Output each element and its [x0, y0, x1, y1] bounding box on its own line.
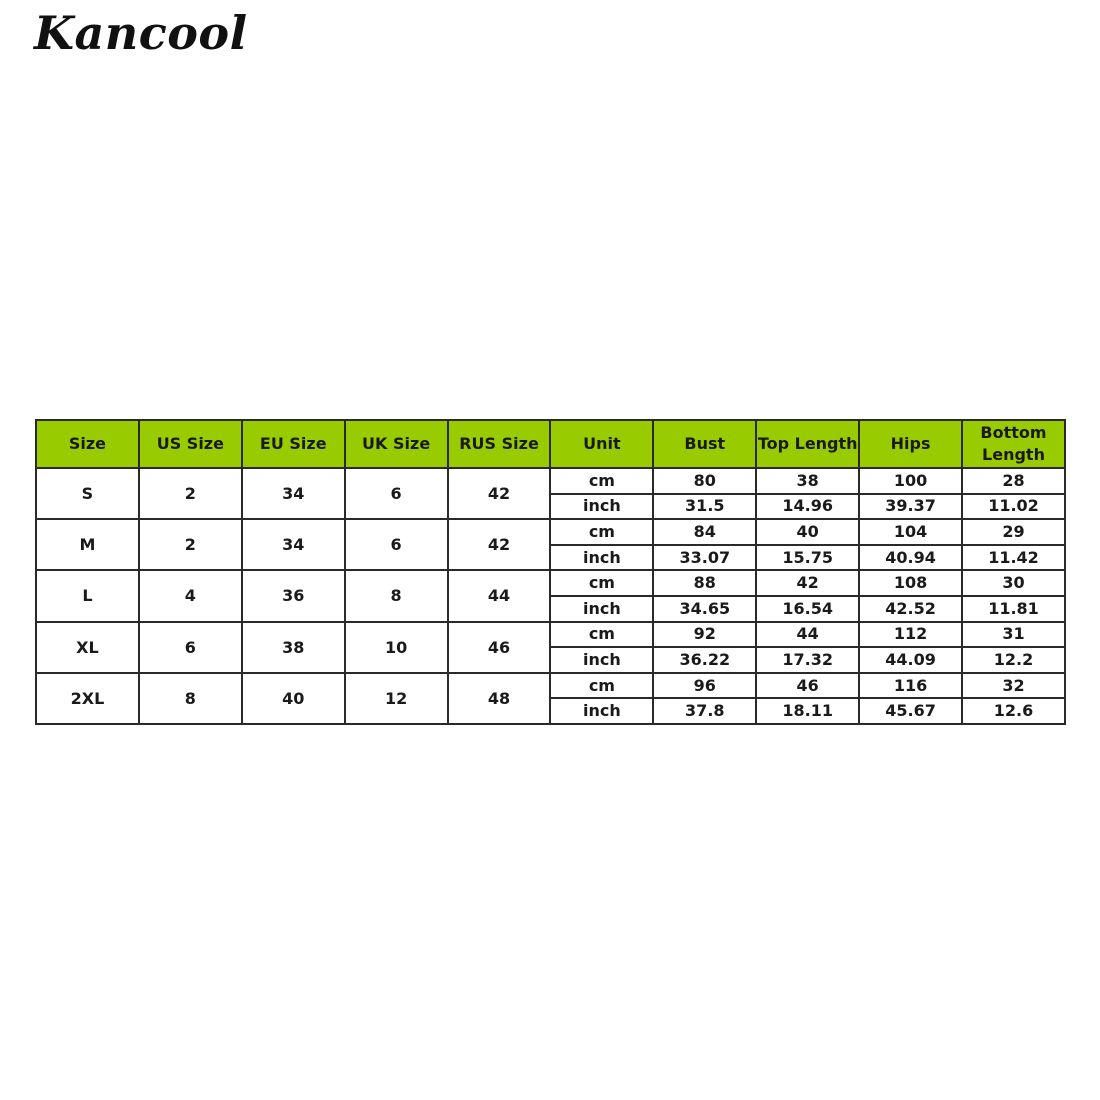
inch-top-length-cell: 15.75 [756, 545, 859, 571]
header-top-length: Top Length [756, 420, 859, 468]
cm-top-length-cell: 44 [756, 622, 859, 648]
us-size-cell: 4 [139, 570, 242, 621]
eu-size-cell: 40 [242, 673, 345, 724]
cm-bust-cell: 92 [653, 622, 756, 648]
inch-top-length-cell: 16.54 [756, 596, 859, 622]
cm-hips-cell: 104 [859, 519, 962, 545]
us-size-cell: 6 [139, 622, 242, 673]
us-size-cell: 2 [139, 468, 242, 519]
header-eu-size: EU Size [242, 420, 345, 468]
table-row [36, 622, 1065, 648]
size-cell: 2XL [36, 673, 139, 724]
inch-hips-cell: 45.67 [859, 698, 962, 724]
cm-bust-cell: 88 [653, 570, 756, 596]
cm-unit-cell: cm [550, 570, 653, 596]
cm-hips-cell: 116 [859, 673, 962, 699]
cm-unit-cell: cm [550, 622, 653, 648]
header-hips: Hips [859, 420, 962, 468]
header-unit: Unit [550, 420, 653, 468]
size-cell: M [36, 519, 139, 570]
cm-bust-cell: 84 [653, 519, 756, 545]
uk-size-cell: 8 [345, 570, 448, 621]
cm-bust-cell: 80 [653, 468, 756, 494]
inch-unit-cell: inch [550, 494, 653, 520]
size-cell: L [36, 570, 139, 621]
cm-hips-cell: 112 [859, 622, 962, 648]
uk-size-cell: 12 [345, 673, 448, 724]
header-bottom-length-label: Bottom Length [980, 423, 1047, 464]
header-uk-size: UK Size [345, 420, 448, 468]
cm-bust-cell: 96 [653, 673, 756, 699]
inch-hips-cell: 42.52 [859, 596, 962, 622]
us-size-cell: 2 [139, 519, 242, 570]
inch-hips-cell: 44.09 [859, 647, 962, 673]
rus-size-cell: 48 [448, 673, 551, 724]
inch-top-length-cell: 18.11 [756, 698, 859, 724]
inch-unit-cell: inch [550, 596, 653, 622]
inch-bottom-length-cell: 11.42 [962, 545, 1065, 571]
rus-size-cell: 44 [448, 570, 551, 621]
us-size-cell: 8 [139, 673, 242, 724]
inch-top-length-cell: 17.32 [756, 647, 859, 673]
cm-bottom-length-cell: 29 [962, 519, 1065, 545]
cm-unit-cell: cm [550, 468, 653, 494]
table-row [36, 673, 1065, 699]
uk-size-cell: 10 [345, 622, 448, 673]
header-size: Size [36, 420, 139, 468]
inch-top-length-cell: 14.96 [756, 494, 859, 520]
brand-logo: Kancool [34, 6, 248, 60]
inch-bust-cell: 37.8 [653, 698, 756, 724]
cm-bottom-length-cell: 30 [962, 570, 1065, 596]
inch-hips-cell: 40.94 [859, 545, 962, 571]
table-row [36, 468, 1065, 494]
cm-hips-cell: 108 [859, 570, 962, 596]
cm-bottom-length-cell: 32 [962, 673, 1065, 699]
inch-bottom-length-cell: 11.02 [962, 494, 1065, 520]
header-rus-size: RUS Size [448, 420, 551, 468]
rus-size-cell: 42 [448, 519, 551, 570]
rus-size-cell: 46 [448, 622, 551, 673]
header-bust: Bust [653, 420, 756, 468]
table-row [36, 519, 1065, 545]
cm-unit-cell: cm [550, 673, 653, 699]
inch-bust-cell: 34.65 [653, 596, 756, 622]
table-row [36, 570, 1065, 596]
cm-top-length-cell: 46 [756, 673, 859, 699]
cm-bottom-length-cell: 31 [962, 622, 1065, 648]
inch-bust-cell: 33.07 [653, 545, 756, 571]
eu-size-cell: 34 [242, 519, 345, 570]
inch-bottom-length-cell: 11.81 [962, 596, 1065, 622]
inch-bottom-length-cell: 12.2 [962, 647, 1065, 673]
cm-top-length-cell: 42 [756, 570, 859, 596]
rus-size-cell: 42 [448, 468, 551, 519]
table-body [36, 468, 1065, 724]
uk-size-cell: 6 [345, 468, 448, 519]
cm-top-length-cell: 40 [756, 519, 859, 545]
inch-bottom-length-cell: 12.6 [962, 698, 1065, 724]
eu-size-cell: 36 [242, 570, 345, 621]
inch-unit-cell: inch [550, 698, 653, 724]
eu-size-cell: 34 [242, 468, 345, 519]
cm-unit-cell: cm [550, 519, 653, 545]
size-cell: XL [36, 622, 139, 673]
size-chart-table [35, 419, 1066, 725]
inch-unit-cell: inch [550, 647, 653, 673]
size-cell: S [36, 468, 139, 519]
cm-hips-cell: 100 [859, 468, 962, 494]
header-us-size: US Size [139, 420, 242, 468]
uk-size-cell: 6 [345, 519, 448, 570]
eu-size-cell: 38 [242, 622, 345, 673]
cm-bottom-length-cell: 28 [962, 468, 1065, 494]
header-row [36, 420, 1065, 468]
inch-unit-cell: inch [550, 545, 653, 571]
header-bottom-length [962, 420, 1065, 468]
cm-top-length-cell: 38 [756, 468, 859, 494]
inch-bust-cell: 36.22 [653, 647, 756, 673]
inch-bust-cell: 31.5 [653, 494, 756, 520]
inch-hips-cell: 39.37 [859, 494, 962, 520]
